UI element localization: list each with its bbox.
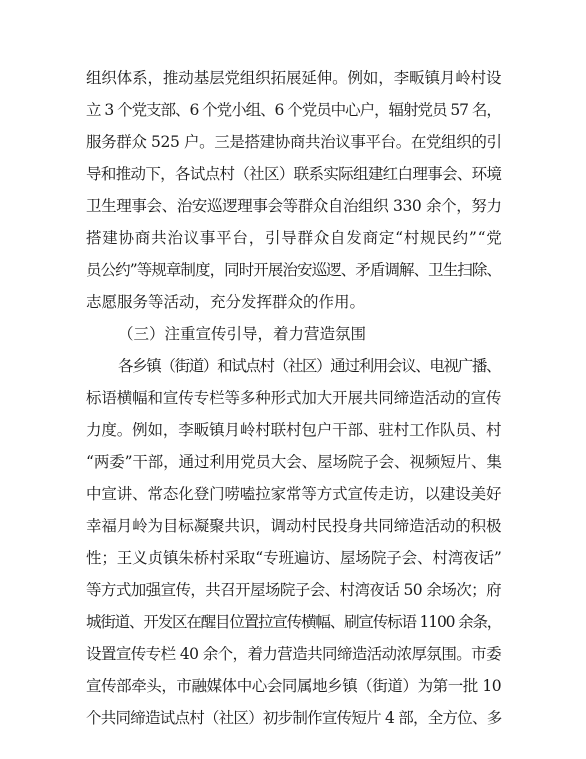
text-line: 标语横幅和宣传专栏等多种形式加大开展共同缔造活动的宣传 — [86, 389, 502, 407]
section-heading: （三）注重宣传引导，着力营造氛围 — [118, 325, 367, 343]
text-line: 力度。例如，李畈镇月岭村联村包户干部、驻村工作队员、村 — [86, 421, 502, 439]
text-line: 设置宣传专栏 40 余个，着力营造共同缔造活动浓厚氛围。市委 — [86, 645, 501, 663]
text-line: 各乡镇（街道）和试点村（社区）通过利用会议、电视广播、 — [118, 357, 501, 375]
text-line: 宣传部牵头，市融媒体中心会同属地乡镇（街道）为第一批 10 — [86, 677, 502, 695]
text-line: 等方式加强宣传，共召开屋场院子会、村湾夜话 50 余场次；府 — [86, 581, 501, 599]
text-line: 幸福月岭为目标凝聚共识，调动村民投身共同缔造活动的积极 — [86, 517, 502, 535]
text-line: 性；王义贞镇朱桥村采取“专班遍访、屋场院子会、村湾夜话” — [86, 549, 502, 567]
text-line: 员公约”等规章制度，同时开展治安巡逻、矛盾调解、卫生扫除、 — [86, 261, 501, 279]
text-line: 组织体系，推动基层党组织拓展延伸。例如，李畈镇月岭村设 — [86, 69, 502, 87]
text-line: 志愿服务等活动，充分发挥群众的作用。 — [86, 293, 366, 311]
text-line: 个共同缔造试点村（社区）初步制作宣传短片 4 部，全方位、多 — [86, 709, 502, 727]
text-line: 城街道、开发区在醒目位置拉宣传横幅、刷宣传标语 1100 余条， — [86, 613, 502, 631]
text-line: 中宣讲、常态化登门唠嗑拉家常等方式宣传走访，以建设美好 — [86, 485, 502, 503]
text-line: 服务群众 525 户。三是搭建协商共治议事平台。在党组织的引 — [86, 133, 502, 151]
text-line: 卫生理事会、治安巡逻理事会等群众自治组织 330 余个，努力 — [86, 197, 502, 215]
text-line: 立 3 个党支部、6 个党小组、6 个党员中心户，辐射党员 57 名， — [86, 101, 501, 119]
text-line: 导和推动下，各试点村（社区）联系实际组建红白理事会、环境 — [86, 165, 502, 183]
text-line: “两委”干部，通过利用党员大会、屋场院子会、视频短片、集 — [86, 453, 502, 471]
text-line: 搭建协商共治议事平台，引导群众自发商定“村规民约”“党 — [86, 229, 503, 247]
